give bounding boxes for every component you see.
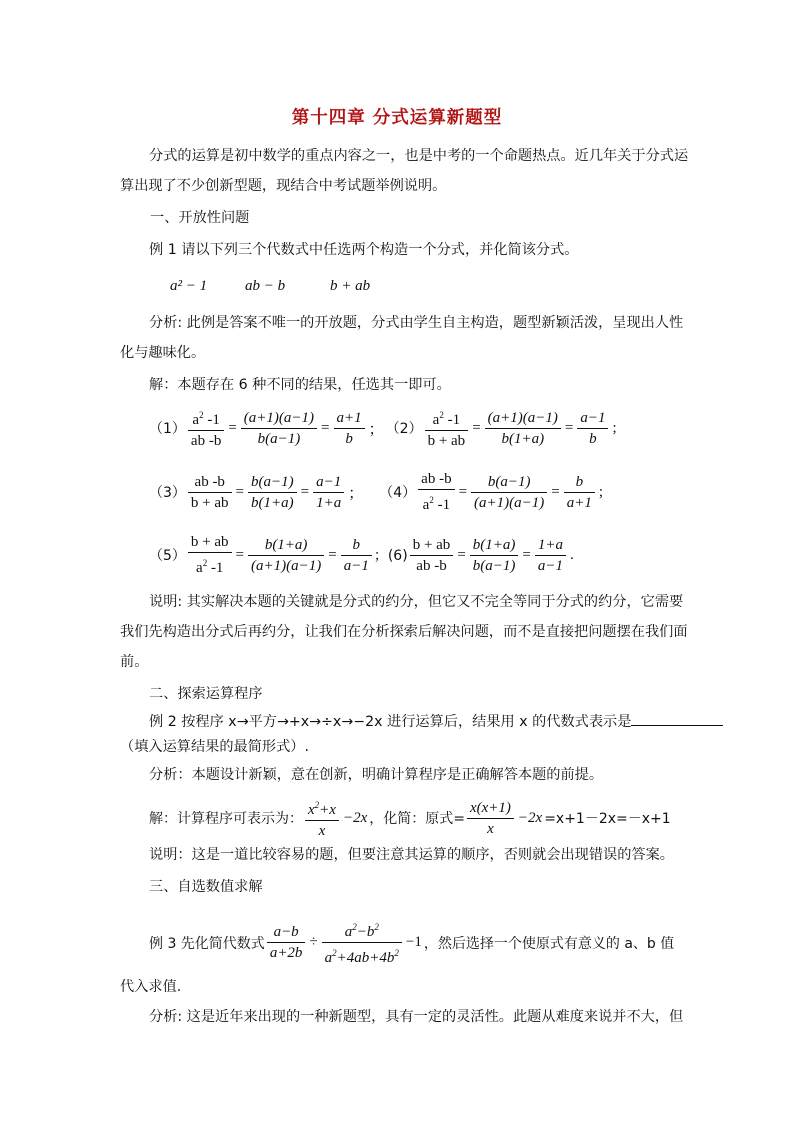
fraction: $\frac{b(1+a)}{b(a-1)}$ <box>470 536 519 575</box>
expression-a2-minus-1: a² − 1 <box>170 278 208 294</box>
fraction: $\frac{b + ab}{ab -b}$ <box>410 536 454 575</box>
section-heading-2: 二、探索运算程序 <box>149 686 263 702</box>
example-3-part-a: 例 3 先化简代数式 <box>149 935 265 952</box>
example-3-line-2: 代入求值. <box>120 979 182 995</box>
example-3: 例 3 先化简代数式 $\frac{a-b}{a+2b}$ ÷ $\frac{a^2-b^2}{a^2+4ab+4b^2}$ −1 ，然后选择一个使原式有意义的 a、b 值 <box>149 918 674 967</box>
intro-line-2: 算出现了不少创新型题，现结合中考试题举例说明。 <box>120 178 447 194</box>
fraction: $\frac{a^2-b^2}{a^2+4ab+4b^2}$ <box>322 918 402 967</box>
equation-label-6: ；(6) <box>373 548 408 564</box>
section-heading-3: 三、自选数值求解 <box>149 879 263 895</box>
equation-label-4: （4） <box>379 485 417 501</box>
equation-row-2: （3） $\frac{ab -b}{b + ab}$ = $\frac{b(a-1)}{b(1+a)}$ = $\frac{a-1}{1+a}$ ； （4） $\frac{ab -b}{a^2 -1}$ = $\frac{b(a-1)}{(a+1)(a-1)}$ = $\frac{b}{a+1}$ ; <box>149 471 604 513</box>
note-2: 说明：这是一道比较容易的题，但要注意其运算的顺序，否则就会出现错误的答案。 <box>149 847 674 863</box>
page-title: 第十四章 分式运算新题型 <box>291 108 503 128</box>
fraction: $\frac{b}{a-1}$ <box>341 536 372 575</box>
analysis-3: 分析: 这是近年来出现的一种新题型，具有一定的灵活性。此题从难度来说并不大，但 <box>149 1009 684 1025</box>
example-2-text: 例 2 按程序 x→平方→+x→÷x→−2x 进行运算后，结果用 x 的代数式表示是 <box>149 714 632 730</box>
equation-row-3: （5） $\frac{b + ab}{a^2 -1}$ = $\frac{b(1+a)}{(a+1)(a-1)}$ = $\frac{b}{a-1}$ ；(6) $\frac{b + ab}{ab -b}$ = $\frac{b(1+a)}{b(a-1)}$ = $\frac{1+a}{a-1}$ . <box>149 534 574 576</box>
note-1-line-2: 我们先构造出分式后再约分，让我们在分析探索后解决问题，而不是直接把问题摆在我们面 <box>120 624 688 640</box>
equation-label-1: （1） <box>149 421 186 437</box>
fraction: $\frac{a^2 -1}{b + ab}$ <box>425 406 469 450</box>
analysis-2: 分析：本题设计新颖，意在创新，明确计算程序是正确解答本题的前提。 <box>149 767 604 783</box>
section-heading-1: 一、开放性问题 <box>150 210 250 226</box>
fraction: $\frac{x(x+1)}{x}$ <box>467 799 514 838</box>
equation-label-2: （2） <box>385 421 423 437</box>
fraction: $\frac{x^2+x}{x}$ <box>305 796 339 840</box>
example-2-suffix: （填入运算结果的最简形式）. <box>120 739 309 755</box>
fraction: $\frac{b(a-1)}{(a+1)(a-1)}$ <box>471 473 547 512</box>
solution-2-part-c: =x+1－2x=－x+1 <box>544 811 671 827</box>
fraction: $\frac{a-1}{1+a}$ <box>313 473 344 512</box>
solution-2: 解：计算程序可表示为： $\frac{x^2+x}{x}$ −2x ，化简：原式= $\frac{x(x+1)}{x}$ −2x =x+1－2x=－x+1 <box>149 796 671 840</box>
fraction: $\frac{b}{a+1}$ <box>564 473 595 512</box>
note-1-line-3: 前。 <box>120 654 149 670</box>
fraction: $\frac{b + ab}{a^2 -1}$ <box>188 533 232 577</box>
answer-blank <box>631 711 723 726</box>
solution-1-intro: 解：本题存在 6 种不同的结果，任选其一即可。 <box>149 377 451 393</box>
equation-label-5: （5） <box>149 548 186 564</box>
expression-ab-minus-b: ab − b <box>245 278 286 294</box>
fraction: $\frac{a^2 -1}{ab -b}$ <box>188 406 224 450</box>
analysis-1-line-2: 化与趣味化。 <box>120 345 206 361</box>
fraction: $\frac{ab -b}{a^2 -1}$ <box>418 470 454 514</box>
fraction: $\frac{a-b}{a+2b}$ <box>267 923 306 962</box>
fraction: $\frac{ab -b}{b + ab}$ <box>188 473 232 512</box>
analysis-1-line-1: 分析: 此例是答案不唯一的开放题，分式由学生自主构造，题型新颖活泼，呈现出人性 <box>149 315 684 331</box>
note-1-line-1: 说明: 其实解决本题的关键就是分式的约分，但它又不完全等同于分式的约分，它需要 <box>149 594 684 610</box>
equation-row-1: （1） $\frac{a^2 -1}{ab -b}$ = $\frac{(a+1)(a-1)}{b(a-1)}$ = $\frac{a+1}{b}$ ； （2） $\frac{a^2 -1}{b + ab}$ = $\frac{(a+1)(a-1)}{b(1+a)}$ = $\frac{a-1}{b}$ ; <box>149 406 619 450</box>
expression-b-plus-ab: b + ab <box>330 278 371 294</box>
example-1: 例 1 请以下列三个代数式中任选两个构造一个分式，并化简该分式。 <box>149 242 579 258</box>
example-2 <box>149 711 723 732</box>
fraction: $\frac{b(1+a)}{(a+1)(a-1)}$ <box>248 536 324 575</box>
fraction: $\frac{a-1}{b}$ <box>577 409 608 448</box>
fraction: $\frac{1+a}{a-1}$ <box>535 536 566 575</box>
equation-label-3: （3） <box>149 485 186 501</box>
fraction: $\frac{(a+1)(a-1)}{b(1+a)}$ <box>485 409 561 448</box>
fraction: $\frac{b(a-1)}{b(1+a)}$ <box>248 473 297 512</box>
intro-line-1: 分式的运算是初中数学的重点内容之一，也是中考的一个命题热点。近几年关于分式运 <box>149 148 689 164</box>
solution-2-part-a: 解：计算程序可表示为： <box>149 811 303 827</box>
fraction: $\frac{(a+1)(a-1)}{b(a-1)}$ <box>241 409 317 448</box>
example-3-part-b: ，然后选择一个使原式有意义的 a、b 值 <box>423 935 675 952</box>
fraction: $\frac{a+1}{b}$ <box>334 409 365 448</box>
solution-2-part-b: ，化简：原式= <box>369 811 465 827</box>
